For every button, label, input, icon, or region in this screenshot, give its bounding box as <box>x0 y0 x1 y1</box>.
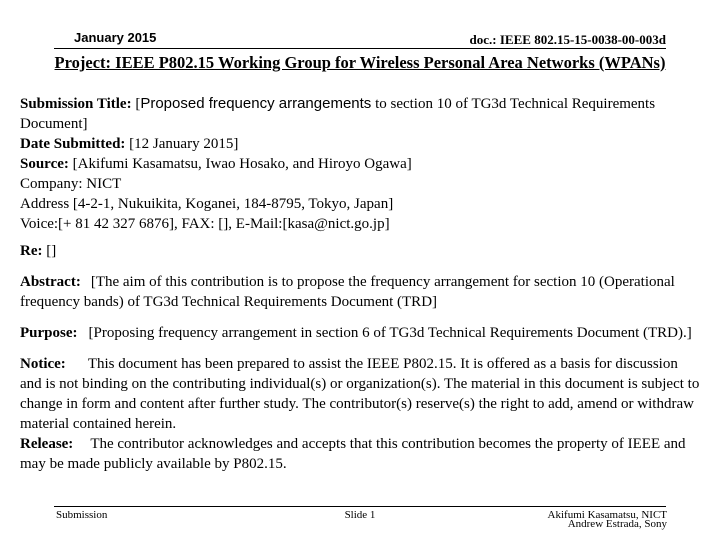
source-line <box>20 154 702 174</box>
abstract-paragraph <box>20 272 702 312</box>
re-line <box>20 241 702 261</box>
purpose-value: [Proposing frequency arrangement in section 6 of TG3d Technical Requirements Document (TRD).] <box>88 325 692 341</box>
date-submitted-line <box>20 134 702 154</box>
footer-submission: Submission <box>56 509 108 521</box>
address-line: Address [4-2-1, Nukuikita, Koganei, 184-8795, Tokyo, Japan] <box>20 196 394 212</box>
project-title: Project: IEEE P802.15 Working Group for Wireless Personal Area Networks (WPANs) <box>54 53 666 72</box>
release-paragraph <box>20 434 702 474</box>
footer-author-2: Andrew Estrada, Sony <box>567 518 667 530</box>
re-value: [] <box>46 243 57 259</box>
release-value: The contributor acknowledges and accepts that this contribution becomes the property of IEEE and may be made publicly available by P802.15. <box>20 436 686 472</box>
re-label: Re: <box>20 243 43 259</box>
footer-divider <box>54 506 666 507</box>
submission-title-line <box>20 94 702 134</box>
notice-label: Notice: <box>20 356 66 372</box>
company-line: Company: NICT <box>20 176 122 192</box>
source-value: [Akifumi Kasamatsu, Iwao Hosako, and Hiroyo Ogawa] <box>72 156 412 172</box>
source-label: Source: <box>20 156 69 172</box>
submission-title-rest: to section 10 of TG3d Technical Requirements Document] <box>20 96 656 132</box>
date-submitted-label: Date Submitted: <box>20 136 126 152</box>
header-date: January 2015 <box>74 30 157 45</box>
notice-paragraph <box>20 354 702 434</box>
slide-body <box>20 94 702 474</box>
footer-author-1: Akifumi Kasamatsu, NICT <box>547 509 667 521</box>
header-doc-number: doc.: IEEE 802.15-15-0038-00-003d <box>469 32 666 47</box>
date-submitted-value: [12 January 2015] <box>129 136 239 152</box>
submission-title-label: Submission Title: <box>20 96 132 112</box>
purpose-label: Purpose: <box>20 325 78 341</box>
footer-slide-number: Slide 1 <box>344 509 376 521</box>
purpose-paragraph <box>20 323 702 343</box>
voice-line: Voice:[+ 81 42 327 6876], FAX: [], E-Mail:[kasa@nict.go.jp] <box>20 216 390 232</box>
notice-value: This document has been prepared to assist the IEEE P802.15. It is offered as a basis for discussion and is not binding on the contributing individual(s) or organization(s). The material in this document is subject to change in form and content after further study. The contributor(s) reserve(s) the right to add, amend or withdraw material contained herein. <box>20 356 700 432</box>
release-label: Release: <box>20 436 74 452</box>
abstract-label: Abstract: <box>20 274 81 290</box>
abstract-value: [The aim of this contribution is to propose the frequency arrangement for section 10 (Operational frequency bands) of TG3d Technical Requirements Document (TRD] <box>20 274 675 310</box>
submission-title-bracket: [ <box>135 96 141 112</box>
submission-title-value: Proposed frequency arrangements <box>140 95 372 112</box>
header-divider <box>54 48 666 49</box>
